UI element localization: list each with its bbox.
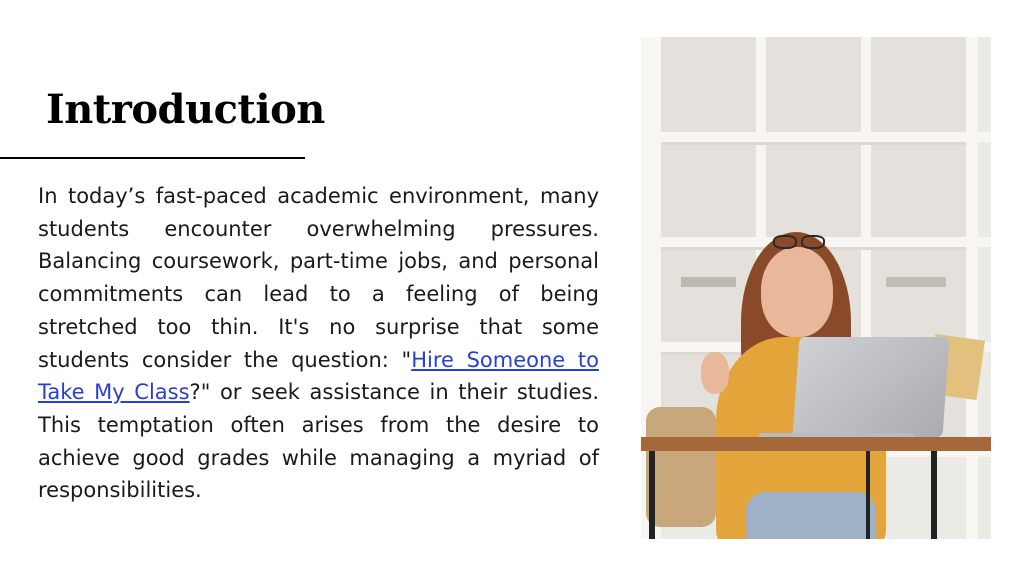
woman-laptop-photo [641, 37, 991, 539]
page-title: Introduction [46, 86, 325, 133]
intro-paragraph [38, 180, 599, 507]
hire-someone-link[interactable]: Hire Someone to Take My Class [38, 347, 599, 405]
title-underline-divider [0, 157, 305, 159]
paragraph-text-after-link: ?" or seek assistance in their studies. This temptation often arises from the desire to achieve good grades while managing a myriad of responsibilities. [38, 380, 599, 503]
paragraph-text-before-link: In today’s fast-paced academic environment, many students encounter overwhelming pressures. Balancing coursework, part-time jobs, and personal commitments can lead to a feeling of being stretched too thin. It's no surprise that some students consider the question: " [38, 184, 599, 372]
